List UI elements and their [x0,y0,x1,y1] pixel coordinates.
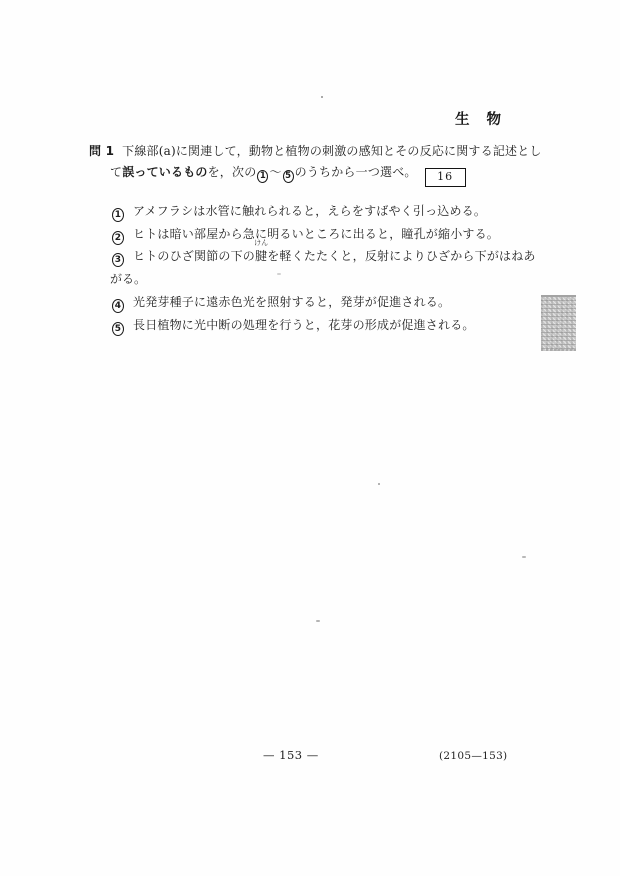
option-row-1 [112,202,486,222]
scan-speck [316,620,320,622]
option-4-text: 光発芽種子に遠赤色光を照射すると，発芽が促進される。 [133,295,451,309]
question-number-label: 問 1 [89,144,115,158]
scan-speck [277,273,281,275]
option-2-text: ヒトは暗い部屋から急に明るいところに出ると，瞳孔が縮小する。 [133,227,500,241]
question-line2-bold: 誤っているもの [122,165,208,179]
scan-artifact-gray-box [541,295,576,351]
question-line2-suffix: のうちから一つ選べ。 [294,165,417,179]
circled-number-range-end: 5 [283,170,294,183]
option-row-4 [112,293,450,313]
range-tilde: ～ [269,165,282,179]
option-row-2 [112,225,499,245]
ruby-base: 腱 [255,249,268,263]
question-line2-mid: を，次の [207,165,257,179]
print-code: (2105—153) [439,750,508,762]
option-row-5 [112,316,475,336]
circled-number-2: 2 [112,231,124,245]
option-row-3 [112,239,536,267]
question-line2-prefix: て [110,165,123,179]
scan-speck [321,96,323,98]
scan-speck [522,556,526,558]
answer-number-box: 16 [425,168,466,187]
circled-number-range-start: 1 [257,170,268,183]
option-3-wrap-line: がる。 [110,272,147,286]
circled-number-3: 3 [112,253,124,267]
page-number: — 153 — [263,748,319,762]
scan-speck [378,483,380,485]
question-text-line1: 下線部(a)に関連して，動物と植物の刺激の感知とその反応に関する記述とし [122,144,542,158]
question-line-1 [89,142,542,159]
ruby-word [254,239,269,264]
ruby-furigana: けん [254,239,269,247]
circled-number-1: 1 [112,208,124,222]
option-3-text-before-ruby: ヒトのひざ関節の下の [133,249,256,263]
question-line-2 [110,163,466,187]
option-3-text [133,239,536,263]
option-1-text: アメフラシは水管に触れられると，えらをすばやく引っ込める。 [133,204,487,218]
subject-title: 生 物 [455,112,508,128]
circled-number-4: 4 [112,299,124,313]
circled-number-5: 5 [112,322,124,336]
option-5-text: 長日植物に光中断の処理を行うと，花芽の形成が促進される。 [133,318,475,332]
option-3-text-after-ruby: を軽くたたくと，反射によりひざから下がはねあ [267,249,536,263]
